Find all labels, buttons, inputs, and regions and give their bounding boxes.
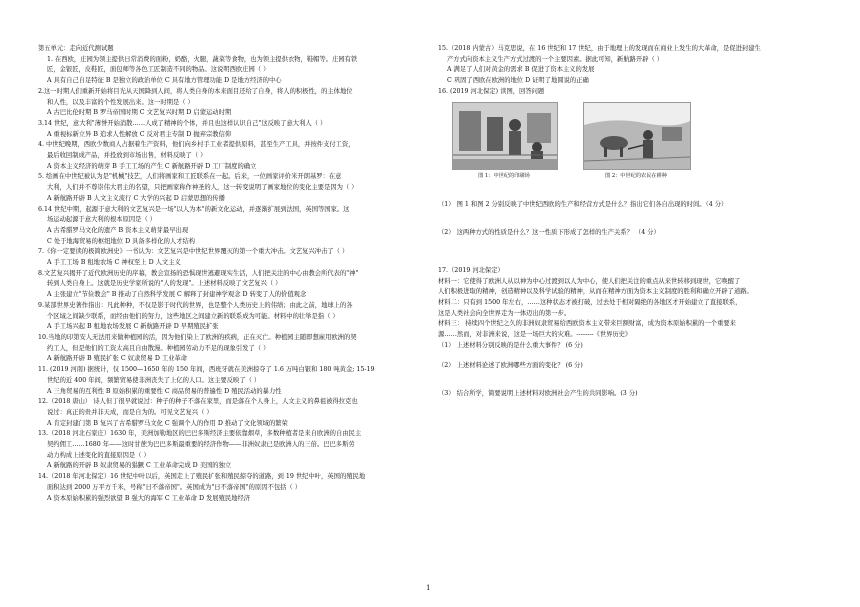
answer-space xyxy=(438,239,823,248)
answer-space xyxy=(438,371,823,380)
text-line: C 处于地海贸易的枢纽地位 D 具备多样化的人才结构 xyxy=(47,237,196,245)
text-line: 10.当地的印第安人无法用来做种植园的活，因为他们染上了欧洲的疾病，正在灭亡。种植园主随即想雇用欧洲的契 xyxy=(38,333,357,341)
text-line: 世纪的近 400 年间，频繁贸易使非洲丧失了上亿的人口。这主要反映了（ ） xyxy=(47,376,261,384)
text-line: 源……然而，对非洲来说，这是一场巨大的灾难。--------《世界历史》 xyxy=(438,331,632,339)
farmers-plowing-image xyxy=(583,102,691,170)
answer-space xyxy=(438,248,823,257)
text-line: 转到人类自身上。这就是历史学家所说的"人的发现"。上述材料反映了文艺复兴（ ） xyxy=(47,280,282,288)
text-line: A 三角贸易的互利性 B 原始积累的重要性 C 商品贸易的普遍性 D 殖民活动的暴力性 xyxy=(47,387,282,395)
printing-workshop-image xyxy=(452,102,558,170)
text-line: A 资本主义经济的萌芽 B 手工工场的产生 C 新航路开辟 D 工厂制度的确立 xyxy=(47,162,257,170)
text-line: 场运动起源于意大利的根本原因是（ ） xyxy=(47,216,157,224)
text-line: 1. 在西欧，庄园为领主提供日常消费的面粉，奶酪，火腿，蔬菜等食物，也为领主提供衣物，鞋帽等。庄园有铁 xyxy=(47,55,358,63)
answer-space xyxy=(438,257,823,266)
text-line: A 古巴比伦时期 B 罗马帝国时期 C 文艺复兴时期 D 启蒙运动时期 xyxy=(47,109,232,117)
right-column xyxy=(438,44,823,400)
text-line: 最后收回制成产品，并投放到市场出售，材料反映了（ ） xyxy=(47,152,207,160)
text-line: A 满足了人们对黄金的需求 B 促进了资本主义的发展 xyxy=(447,66,595,74)
question-16-17 xyxy=(438,200,823,400)
text-line: 第五单元：走向近代测试题 xyxy=(38,45,114,52)
text-line: （1） 图 1 和图 2 分别反映了中世纪西欧的生产和经营方式是什么？指出它们各自出现的时间。（4 分） xyxy=(438,200,728,208)
text-line: 个区域之间缺少联系，而经由他们的努力，这些地区之间建立新的联系成为可能。材料中的壮举是指（ ） xyxy=(47,312,339,320)
text-line: 动力构成上述变化的直接原因是（ ） xyxy=(47,451,150,459)
text-line: 9.某部世界史著作指出：凡此种种，不仅是影于时代的世界，也是整个人类历史上的伟绩；由此之前，地球上的各 xyxy=(38,301,353,309)
text-line: 13.（2018 河北石家庄）1630 年，美洲加勒地区的巴巴多斯经济主要依靠烟草，多数种植者是来自欧洲的自由民主 xyxy=(38,430,362,438)
text-line: A 新航路开辟 B 人文主义流行 C 大学的兴起 D 启蒙思想的传播 xyxy=(47,194,225,202)
text-line: A 资本原始积累的强烈欲望 B 强大的海军 C 工业革命 D 发展殖民地经济 xyxy=(47,494,251,502)
text-line: 契约佣工……1680 年——这时甘蔗为巴巴多斯最重要的经济作物——非洲奴隶已是欧洲人的三倍。巴巴多斯劳 xyxy=(47,441,355,449)
text-line: A 新航路的开辟 B 奴隶贸易的猖獗 C 工业革命完成 D 美国的独立 xyxy=(47,462,232,470)
answer-space xyxy=(438,219,823,228)
text-line: 14.（2018 年河北保定）16 世纪中叶以后，英国走上了殖民扩张和殖民掠夺的道路，到 19 世纪中叶，英国的殖民地 xyxy=(38,473,366,481)
text-line: 5. 绘画在中世纪被认为是"机械"技艺，人们将画家和工匠联系在一起。后来，一位画家评价米开朗基罗：在意 xyxy=(38,173,342,181)
text-line: 15.（2018 内蒙古）马克思说，在 16 世纪和 17 世纪，由于地理上的发现而在商业上发生的大革命，是促进封建生 xyxy=(438,45,761,52)
text-line: A 肯定封建门第 B 复兴了古希腊罗马文化 C 强调个人的作用 D 推动了文化领域的繁荣 xyxy=(47,419,288,427)
text-line: 16. (2019 河北保定) 读图，回答问题 xyxy=(438,87,545,95)
figure-1 xyxy=(452,102,556,180)
text-line: 材料二：只有到 1500 年左右，……这种状态才被打破，过去处于相对隔绝的各地区才开始建立了直接联系， xyxy=(438,299,742,307)
text-line: 4. 中世纪晚期，西欧少数商人占据着生产资料，他们向乡村手工业者提供原料，甚至生产工具，并按件支付工资， xyxy=(38,141,355,149)
text-line: （2） 上述材料论述了欧洲哪些方面的变化？ (6 分) xyxy=(438,361,583,369)
text-line: （2） 这两种方式的性质是什么？这一性质下形成了怎样的生产关系？ （4 分） xyxy=(438,229,660,237)
text-line: 约工人，但是他们的工资太高且自由散漫。种植园劳动力不足的现象引发了（ ） xyxy=(47,344,270,352)
text-line: A 手工工场 B 租地农场 C 神权至上 D 人文主义 xyxy=(47,259,181,267)
text-line: （1） 上述材料分别反映的是什么重大事件？ (6 分) xyxy=(438,341,583,349)
text-line: 材料三： 持续四个世纪之久的非洲奴隶贸易给西欧资本主义带来巨额财富，成为资本原始积累的一个重要来 xyxy=(438,320,736,328)
text-line: A 具有自己自足特征 B 是独立的政治单位 C 具有地方管理功能 D 是地方经济的中心 xyxy=(47,77,282,85)
text-line: 11. (2019 河南) 据统计，仅 1500—1650 年的 150 年间，西班牙就在美洲掠夺了 1.6 万吨白银和 180 吨黄金; 15-19 xyxy=(38,366,375,374)
text-line: （3） 结合所学，简要说明上述材料对欧洲社会产生的共同影响。(3 分) xyxy=(438,390,638,398)
text-line: A 主张建立"节俭教会" B 推动了自然科学发展 C 解释了封建神学观念 D 转变了人的价值观念 xyxy=(47,291,307,299)
text-line: 6.14 世纪中期，起源于意大利的文艺复兴是一场"以人为本"的新文化运动，并逐渐扩展到法国，英国等国家。这 xyxy=(38,205,350,213)
figure-2-caption: 图 2：中世纪的农民在耕种 xyxy=(604,172,667,179)
answer-space xyxy=(438,380,823,389)
text-line: A 重视标新立异 B 追求人性解放 C 反对君主专制 D 抛弃宗教信仰 xyxy=(47,130,232,138)
text-line: 12.（2018 唐山） 诗人但丁很早就说过：种子的种子不落在家里，而是落在个人身上，人文主义的鼻祖被得拉克也 xyxy=(38,398,358,406)
text-line: 7.《你一定要读的极简欧洲史》一书认为：文艺复兴是中世纪世界覆灭的第一个重大冲击。文艺复兴冲击了（ ） xyxy=(38,248,349,256)
text-line: 产方式向资本主义生产方式过渡的一个主要因素。据此可知，新航路开辟（ ） xyxy=(447,55,664,63)
figure-2 xyxy=(583,102,689,180)
text-line: 面积达到 2000 万平方千米，号称"日不落帝国"。英国成为"日不落帝国"的原因不包括（ ） xyxy=(47,483,302,491)
text-line: A 古希腊罗马文化的遗产 B 资本主义萌芽最早出现 xyxy=(47,226,189,234)
text-line: 2.这一时期人们重新开始将目光从天国降到人间，将人类自身的本来面目还给了自身，将人的积极性，的主体地位 xyxy=(38,87,353,95)
text-line: 这是人类社会向全世界走为一体迈出的第一步。 xyxy=(438,309,571,317)
answer-space xyxy=(438,210,823,219)
text-line: 大利，人们并不尊崇伟大君主的名望，只把画家称作神圣的人，这一转变说明了画家地位的变化主要是因为（ ） xyxy=(47,184,358,192)
text-line: 说过：真正的贵并非天成，而是自为的。可见文艺复兴（ ） xyxy=(47,408,213,416)
text-line: 8.文艺复兴揭开了近代欧洲历史的序幕，教会宣扬的恐惧现世逃避现实生活，人们把关注的中心由教会所代表的"神" xyxy=(38,269,359,277)
page-number: 1 xyxy=(426,584,431,592)
text-line: C 巩固了西欧在欧洲的地位 D 证明了地圆说的正确 xyxy=(447,77,589,85)
text-line: 和人性，以及丰富的个性发展出来。这一时期是（ ） xyxy=(47,98,194,106)
question-15-16 xyxy=(438,44,823,98)
text-line: A 手工场兴起 B 租地农场发展 C 新航路开辟 D 早期殖民扩张 xyxy=(47,323,219,331)
figure-1-caption: 图 1：中世纪的印刷场 xyxy=(478,172,530,179)
text-line: 材料一：它使得了欧洲人从以神为中心过渡到以人为中心，使人们把关注的重点从来世转移到现世，它唤醒了 xyxy=(438,277,741,285)
text-line: 匠，金银匠，皮鞋匠，面包师等各色工匠制造不同的物品。这说明西欧庄园（ ） xyxy=(47,66,270,74)
text-line: 3.14 世纪，意大利"薄誉开始消散……人成了精神的个体，并且也这样认识自己"这反映了意大利人（ ） xyxy=(38,119,327,127)
text-line: 人们积极进取的精神，创造精神以及科学试验的精神，从而在精神方面为资本主义制度的胜利和确立开辟了道路。 xyxy=(438,288,753,296)
figure-row xyxy=(438,102,823,198)
left-column xyxy=(38,44,426,504)
answer-space xyxy=(438,352,823,361)
text-line: A 新航路开辟 B 殖民扩张 C 奴隶贸易 D 工业革命 xyxy=(47,355,188,363)
text-line: 17.（2019 河北保定） xyxy=(438,266,504,274)
